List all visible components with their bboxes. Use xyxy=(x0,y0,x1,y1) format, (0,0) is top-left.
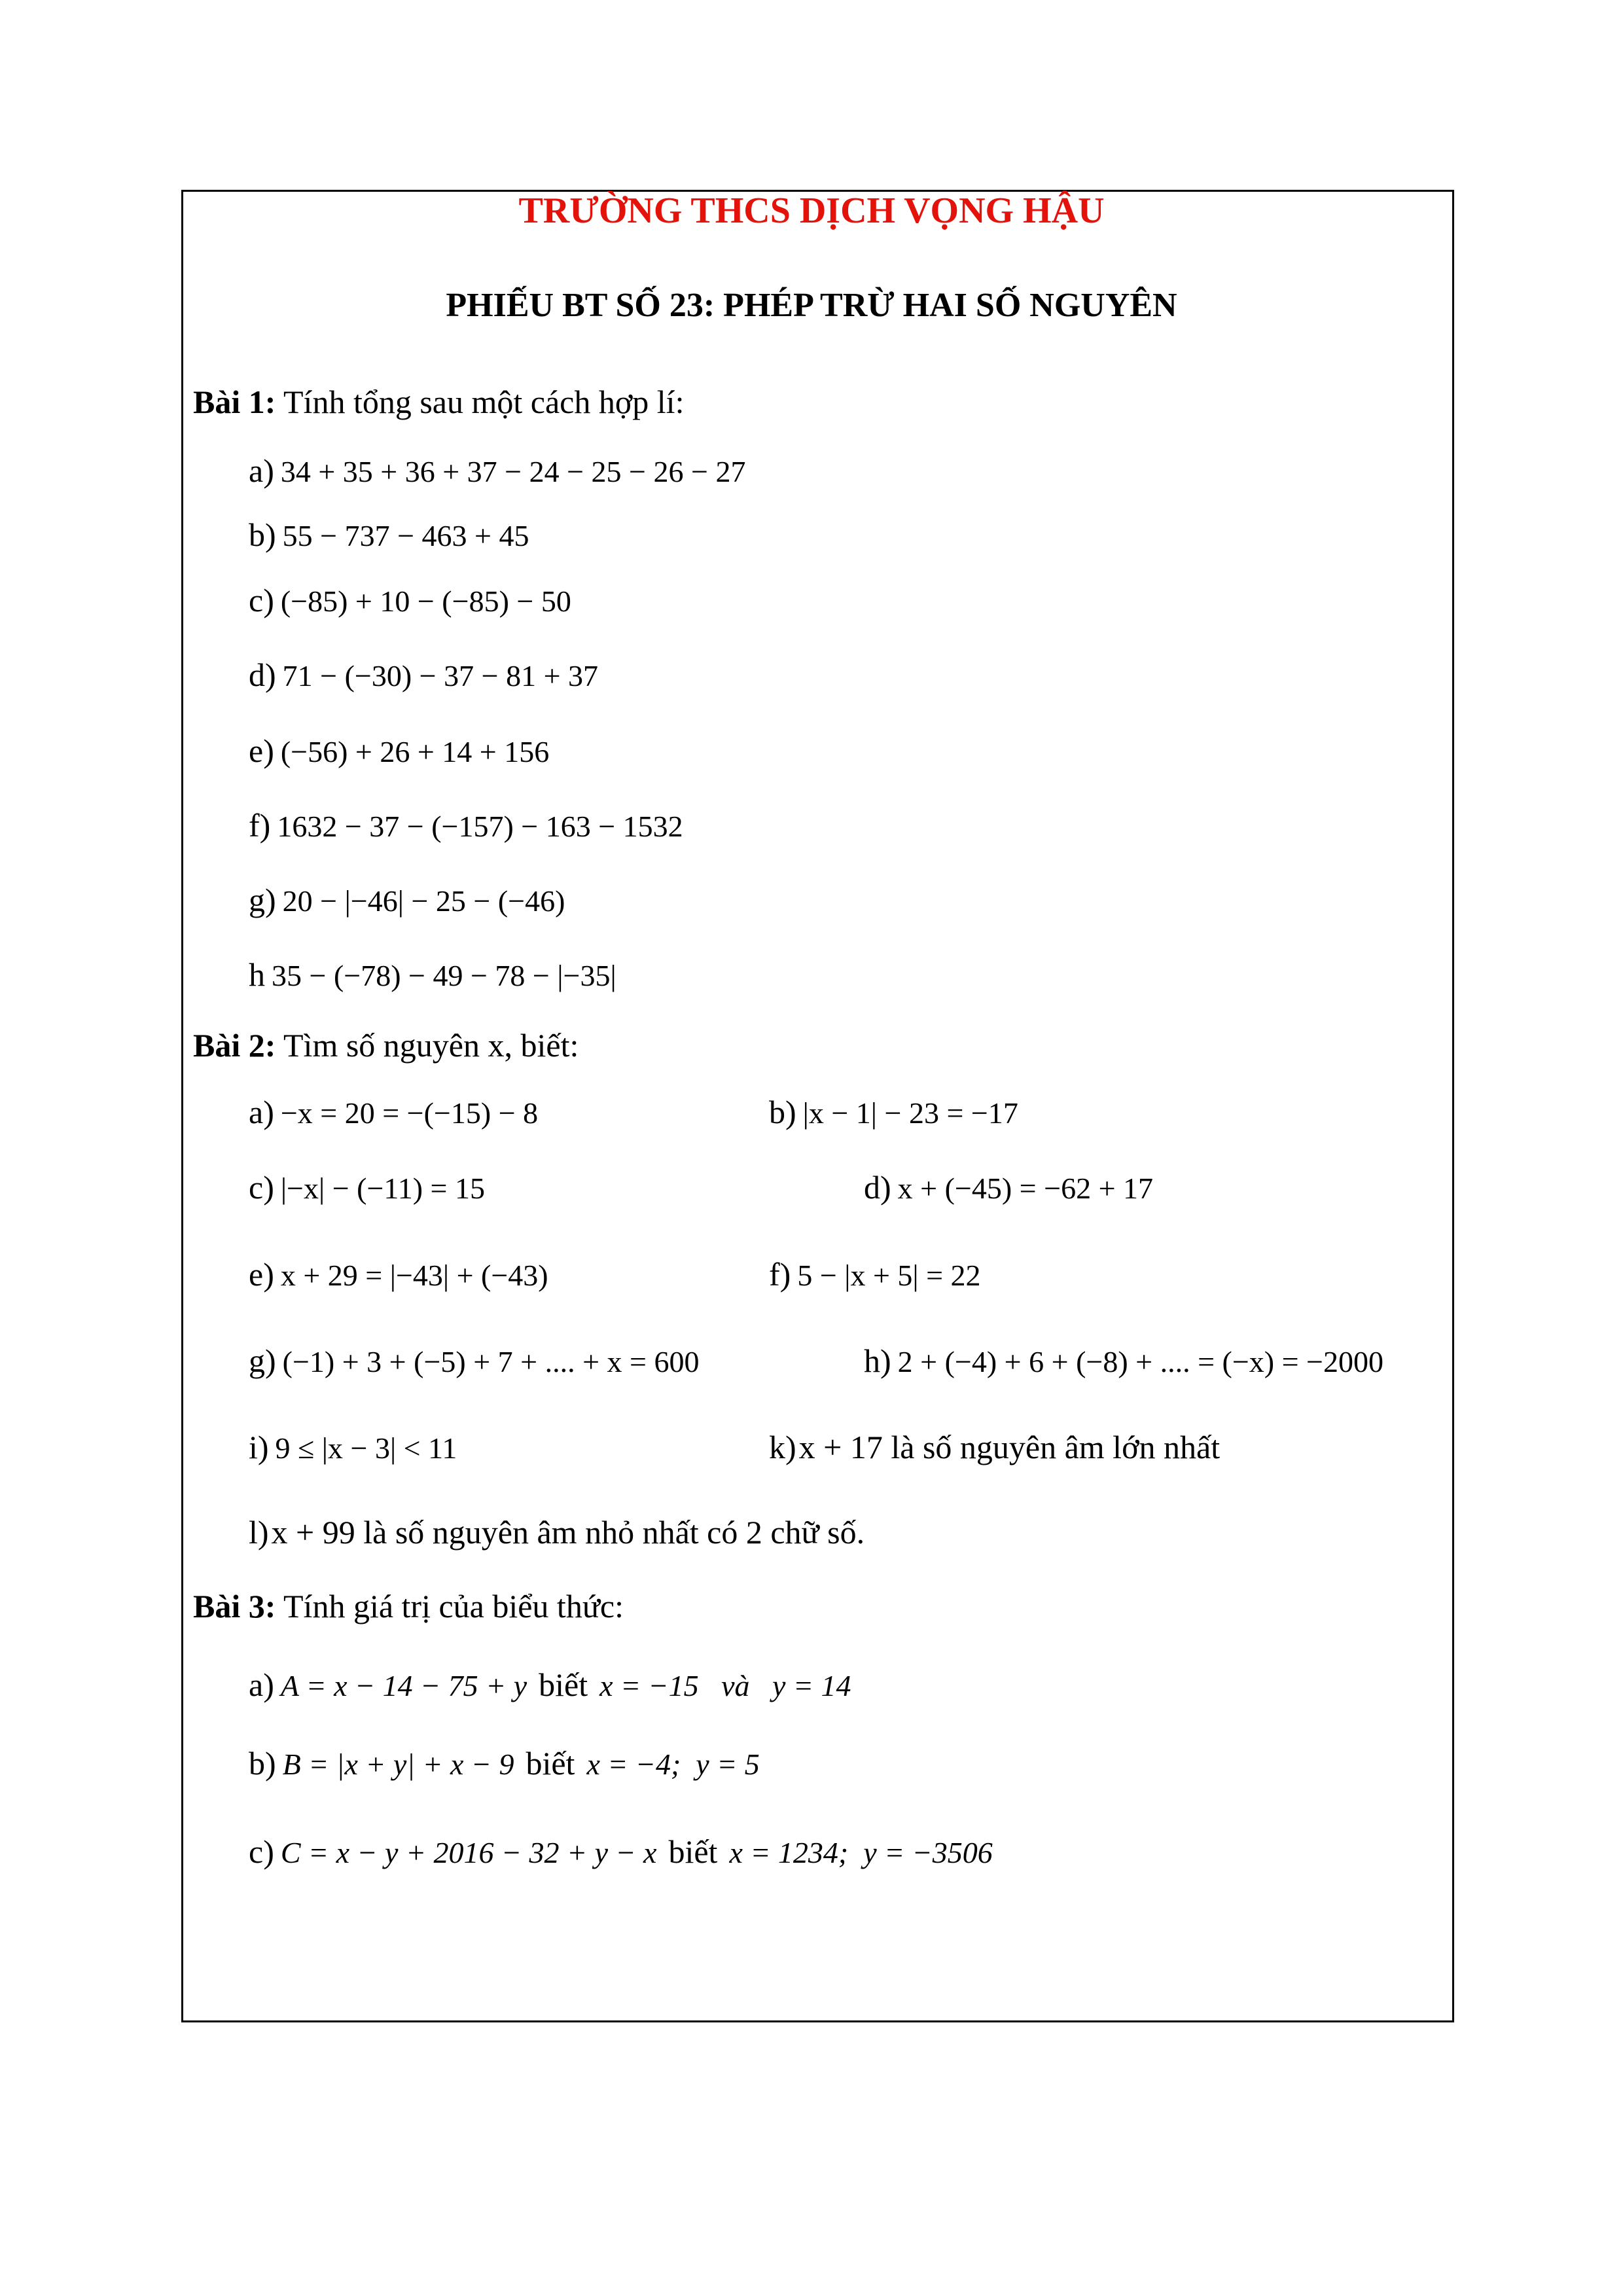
item-label: c) xyxy=(249,582,274,619)
item-expr: |−x| − (−11) = 15 xyxy=(280,1172,485,1205)
bai1-item-c xyxy=(249,581,571,619)
item-expr: (−56) + 26 + 14 + 156 xyxy=(280,735,550,768)
item-label: b) xyxy=(249,1745,276,1782)
bai2-item-b xyxy=(769,1093,1018,1131)
bai2-item-d xyxy=(864,1168,1153,1206)
item-label: h) xyxy=(864,1342,891,1379)
bai2-label: Bài 2: xyxy=(193,1027,276,1064)
bai2-item-i xyxy=(249,1428,457,1466)
item-label: l) xyxy=(249,1514,269,1551)
item-label: g) xyxy=(249,1342,276,1379)
bai2-item-a xyxy=(249,1093,538,1131)
bai1-item-e xyxy=(249,732,549,770)
item-word: biết xyxy=(526,1745,575,1782)
item-label: g) xyxy=(249,882,276,918)
item-expr: 2 + (−4) + 6 + (−8) + .... = (−x) = −2000 xyxy=(897,1345,1383,1378)
bai1-item-a xyxy=(249,452,745,490)
item-text: x + 99 là số nguyên âm nhỏ nhất có 2 chữ số. xyxy=(271,1514,865,1551)
bai1-heading xyxy=(193,383,684,421)
bai1-item-d xyxy=(249,656,598,694)
item-label: e) xyxy=(249,732,274,769)
item-label: h xyxy=(249,956,265,993)
item-word: biết xyxy=(668,1833,718,1870)
item-expr: A = x − 14 − 75 + y xyxy=(280,1669,527,1702)
item-expr: 1632 − 37 − (−157) − 163 − 1532 xyxy=(277,810,683,843)
bai2-item-l xyxy=(249,1513,865,1551)
item-label: b) xyxy=(249,516,276,553)
bai1-item-h xyxy=(249,956,616,994)
item-expr: B = |x + y| + x − 9 xyxy=(282,1748,514,1781)
item-expr: −x = 20 = −(−15) − 8 xyxy=(280,1096,539,1130)
item-expr: |x − 1| − 23 = −17 xyxy=(802,1096,1018,1130)
item-expr: x + (−45) = −62 + 17 xyxy=(897,1172,1154,1205)
item-expr: C = x − y + 2016 − 32 + y − x xyxy=(280,1836,657,1869)
item-expr: (−1) + 3 + (−5) + 7 + .... + x = 600 xyxy=(282,1345,700,1378)
sheet-title: PHIẾU BT SỐ 23: PHÉP TRỪ HAI SỐ NGUYÊN xyxy=(446,287,1177,324)
bai3-label: Bài 3: xyxy=(193,1588,276,1624)
item-expr: 20 − |−46| − 25 − (−46) xyxy=(282,884,565,918)
item-expr: 5 − |x + 5| = 22 xyxy=(797,1259,981,1292)
bai3-heading xyxy=(193,1587,624,1625)
item-cond: x = −4; y = 5 xyxy=(586,1748,760,1781)
item-label: b) xyxy=(769,1094,796,1130)
item-expr: 9 ≤ |x − 3| < 11 xyxy=(275,1431,457,1465)
item-cond: x = 1234; y = −3506 xyxy=(729,1836,993,1869)
bai2-item-c xyxy=(249,1168,485,1206)
bai2-item-g xyxy=(249,1342,699,1380)
item-label: a) xyxy=(249,1666,274,1703)
item-label: k) xyxy=(769,1429,796,1465)
bai1-label: Bài 1: xyxy=(193,384,276,420)
bai2-text: Tìm số nguyên x, biết: xyxy=(283,1027,579,1064)
item-label: a) xyxy=(249,452,274,489)
item-expr: (−85) + 10 − (−85) − 50 xyxy=(280,584,571,618)
item-label: d) xyxy=(249,656,276,693)
item-label: f) xyxy=(249,807,271,844)
item-expr: 35 − (−78) − 49 − 78 − |−35| xyxy=(272,959,616,992)
item-label: i) xyxy=(249,1429,269,1465)
bai3-item-c xyxy=(249,1833,993,1871)
bai1-item-b xyxy=(249,516,529,554)
bai2-item-f xyxy=(769,1255,981,1293)
bai3-item-a xyxy=(249,1666,851,1704)
item-label: c) xyxy=(249,1169,274,1206)
bai2-item-e xyxy=(249,1255,548,1293)
bai3-text: Tính giá trị của biểu thức: xyxy=(283,1588,624,1624)
bai2-heading xyxy=(193,1026,579,1064)
item-label: c) xyxy=(249,1833,274,1870)
item-text: x + 17 là số nguyên âm lớn nhất xyxy=(798,1429,1221,1465)
item-expr: 71 − (−30) − 37 − 81 + 37 xyxy=(282,659,599,692)
bai1-text: Tính tổng sau một cách hợp lí: xyxy=(283,384,685,420)
item-label: f) xyxy=(769,1256,791,1293)
item-label: d) xyxy=(864,1169,891,1206)
item-label: a) xyxy=(249,1094,274,1130)
school-name: TRƯỜNG THCS DỊCH VỌNG HẬU xyxy=(518,190,1105,231)
bai1-item-g xyxy=(249,881,565,919)
bai3-item-b xyxy=(249,1744,760,1782)
item-label: e) xyxy=(249,1256,274,1293)
item-cond: x = −15 và y = 14 xyxy=(599,1669,851,1702)
bai2-item-h xyxy=(864,1342,1383,1380)
bai1-item-f xyxy=(249,806,683,844)
item-expr: 55 − 737 − 463 + 45 xyxy=(282,519,529,552)
bai2-item-k xyxy=(769,1428,1220,1466)
item-expr: x + 29 = |−43| + (−43) xyxy=(280,1259,548,1292)
item-word: biết xyxy=(539,1666,588,1703)
item-expr: 34 + 35 + 36 + 37 − 24 − 25 − 26 − 27 xyxy=(280,455,746,488)
